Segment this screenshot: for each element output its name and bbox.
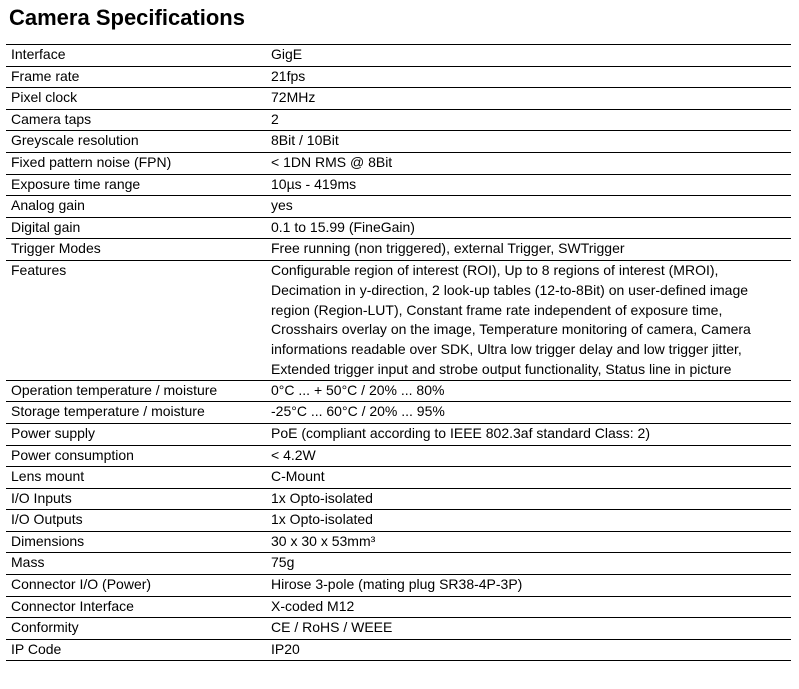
spec-row-digital-gain [6,217,791,239]
specifications-table-body [6,45,791,661]
spec-value: 30 x 30 x 53mm³ [266,531,791,553]
spec-label: IP Code [6,639,266,661]
spec-label: Features [6,260,266,380]
spec-row-mass [6,553,791,575]
spec-value: < 1DN RMS @ 8Bit [266,152,791,174]
spec-row-dimensions [6,531,791,553]
spec-value: 10µs - 419ms [266,174,791,196]
spec-label: Frame rate [6,66,266,88]
spec-value: 0°C ... + 50°C / 20% ... 80% [266,380,791,402]
spec-label: Exposure time range [6,174,266,196]
spec-label: Pixel clock [6,88,266,110]
spec-value: -25°C ... 60°C / 20% ... 95% [266,402,791,424]
spec-label: I/O Inputs [6,488,266,510]
spec-row-features [6,260,791,380]
spec-row-interface [6,45,791,67]
spec-label: Operation temperature / moisture [6,380,266,402]
spec-label: Power consumption [6,445,266,467]
specifications-table [6,44,791,661]
page-title: Camera Specifications [9,5,245,30]
spec-value: 1x Opto-isolated [266,488,791,510]
spec-value: 0.1 to 15.99 (FineGain) [266,217,791,239]
spec-label: Dimensions [6,531,266,553]
spec-row-operation-temperature [6,380,791,402]
spec-row-camera-taps [6,109,791,131]
spec-row-connector-io-power [6,575,791,597]
spec-row-frame-rate [6,66,791,88]
spec-row-io-inputs [6,488,791,510]
spec-label: Mass [6,553,266,575]
spec-value: C-Mount [266,467,791,489]
spec-value: 75g [266,553,791,575]
spec-label: Camera taps [6,109,266,131]
spec-value: PoE (compliant according to IEEE 802.3af standard Class: 2) [266,423,791,445]
spec-label: Connector I/O (Power) [6,575,266,597]
spec-row-pixel-clock [6,88,791,110]
spec-value: 72MHz [266,88,791,110]
spec-row-trigger-modes [6,239,791,261]
spec-row-connector-interface [6,596,791,618]
spec-value: GigE [266,45,791,67]
spec-row-analog-gain [6,196,791,218]
spec-value: Hirose 3-pole (mating plug SR38-4P-3P) [266,575,791,597]
spec-label: Lens mount [6,467,266,489]
spec-label: Storage temperature / moisture [6,402,266,424]
spec-row-ip-code [6,639,791,661]
spec-row-conformity [6,618,791,640]
spec-row-fixed-pattern-noise [6,152,791,174]
spec-row-lens-mount [6,467,791,489]
spec-label: Digital gain [6,217,266,239]
spec-label: Fixed pattern noise (FPN) [6,152,266,174]
spec-value: Free running (non triggered), external Trigger, SWTrigger [266,239,791,261]
spec-value: 2 [266,109,791,131]
spec-value: CE / RoHS / WEEE [266,618,791,640]
spec-value: X-coded M12 [266,596,791,618]
spec-value: 21fps [266,66,791,88]
spec-label: Analog gain [6,196,266,218]
spec-label: I/O Outputs [6,510,266,532]
spec-row-storage-temperature [6,402,791,424]
spec-value: IP20 [266,639,791,661]
spec-label: Interface [6,45,266,67]
spec-value: Configurable region of interest (ROI), Up to 8 regions of interest (MROI), Decimation in y-direction, 2 look-up tables (12-to-8Bit) on user-defined image region (Region-LUT), Constant frame rate independent of exposure time, Crosshairs overlay on the image, Temperature monitoring of camera, Camera informations readable over SDK, Ultra low trigger delay and low trigger jitter, Extended trigger input and strobe output functionality, Status line in picture [266,260,791,380]
spec-row-io-outputs [6,510,791,532]
spec-row-exposure-time-range [6,174,791,196]
spec-label: Connector Interface [6,596,266,618]
spec-row-power-supply [6,423,791,445]
spec-value: yes [266,196,791,218]
spec-label: Power supply [6,423,266,445]
spec-row-greyscale-resolution [6,131,791,153]
spec-value: < 4.2W [266,445,791,467]
spec-value: 8Bit / 10Bit [266,131,791,153]
spec-label: Greyscale resolution [6,131,266,153]
spec-value: 1x Opto-isolated [266,510,791,532]
spec-label: Conformity [6,618,266,640]
spec-label: Trigger Modes [6,239,266,261]
spec-row-power-consumption [6,445,791,467]
